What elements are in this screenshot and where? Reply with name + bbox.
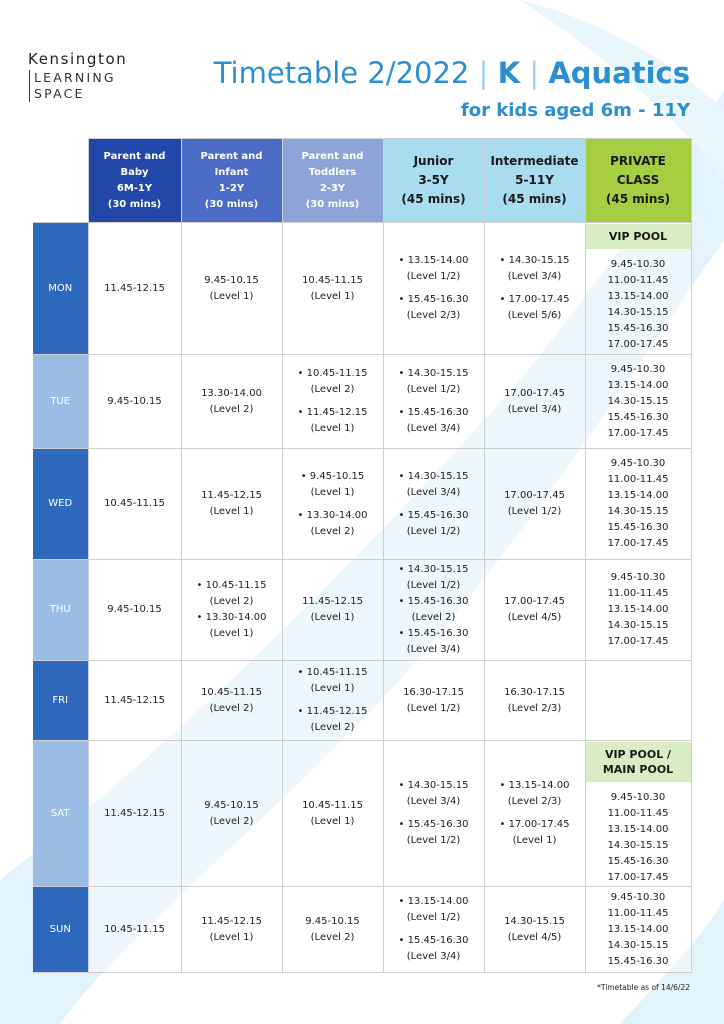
private-time: 11.00-11.45 [607, 907, 669, 919]
class-cell-line: 11.45-12.15 [104, 282, 165, 294]
class-cell-line: • 10.45-11.15 [297, 368, 368, 379]
class-cell [181, 560, 282, 661]
class-cell-line: (Level 1) [310, 815, 355, 827]
class-cell-line: (Level 2) [209, 403, 254, 415]
title-part-2: K [497, 56, 521, 90]
class-cell-line: (Level 1/2) [406, 835, 461, 846]
class-cell-line: • 15.45-16.30 [398, 294, 469, 305]
class-cell-line: (Level 3/4) [406, 423, 461, 434]
class-cell-line: (Level 1/2) [406, 580, 461, 591]
column-header-line: (45 mins) [605, 192, 671, 206]
private-class-cell [585, 741, 691, 887]
class-cell-line: • 10.45-11.15 [297, 667, 368, 678]
private-class-cell [585, 887, 691, 973]
class-cell-line: • 9.45-10.15 [300, 470, 365, 482]
class-cell [282, 661, 383, 741]
class-cell-line: (Level 2) [209, 596, 254, 607]
class-cell-line: 10.45-11.15 [302, 274, 363, 286]
class-cell [383, 741, 484, 887]
private-time: 11.00-11.45 [607, 474, 669, 485]
class-cell-line: (Level 2) [411, 612, 456, 623]
class-cell [88, 741, 181, 887]
class-cell [282, 741, 383, 887]
table-row [33, 741, 691, 887]
class-cell [88, 887, 181, 973]
class-cell-line: (Level 2) [310, 931, 355, 943]
class-cell [484, 223, 585, 355]
table-row [33, 560, 691, 661]
class-cell [181, 449, 282, 560]
class-cell [181, 355, 282, 449]
class-cell [282, 560, 383, 661]
private-time: 15.45-16.30 [607, 411, 669, 423]
class-cell-line: 11.45-12.15 [302, 596, 363, 607]
column-header-line: (45 mins) [401, 192, 466, 206]
class-cell-line: (Level 3/4) [406, 644, 461, 655]
logo-line-2: LEARNING [34, 70, 116, 85]
private-time: 13.15-14.00 [607, 823, 669, 835]
class-cell [484, 560, 585, 661]
column-header [282, 139, 383, 223]
class-cell-line: 9.45-10.15 [204, 274, 259, 286]
class-cell-line: • 13.15-14.00 [499, 780, 570, 791]
corner-cell [33, 139, 88, 223]
class-cell-line: 16.30-17.15 [403, 686, 464, 698]
class-cell-line: • 15.45-16.30 [398, 509, 469, 521]
class-cell [282, 223, 383, 355]
class-cell-line: (Level 2) [310, 525, 355, 537]
class-cell-line: (Level 3/4) [507, 403, 562, 415]
class-cell [88, 449, 181, 560]
column-header-line: 1-2Y [218, 182, 245, 194]
class-cell-line: (Level 1/2) [406, 702, 461, 714]
class-cell-line: (Level 2) [310, 384, 355, 395]
class-cell [282, 887, 383, 973]
class-cell-line: 9.45-10.15 [204, 799, 259, 811]
class-cell [88, 560, 181, 661]
private-time: 15.45-16.30 [607, 522, 669, 533]
class-cell-line: (Level 1) [310, 683, 355, 694]
day-label: SAT [33, 741, 88, 887]
class-cell-line: (Level 1/2) [406, 912, 461, 923]
table-row [33, 661, 691, 741]
class-cell-line: (Level 1) [310, 486, 355, 498]
class-cell [88, 223, 181, 355]
class-cell-line: 16.30-17.15 [504, 686, 565, 698]
class-cell-line: (Level 2/3) [507, 702, 562, 714]
class-cell-line: (Level 1/2) [507, 506, 562, 517]
column-header-line: Parent and [200, 150, 263, 162]
private-time: 17.00-17.45 [607, 427, 669, 439]
column-header-line: (45 mins) [502, 192, 567, 206]
class-cell-line: (Level 2/3) [507, 796, 562, 807]
page-subtitle: for kids aged 6m - 11Y [460, 100, 690, 121]
class-cell-line: • 15.45-16.30 [398, 628, 469, 639]
class-cell-line: • 15.45-16.30 [398, 819, 469, 830]
logo-line-1: Kensington [28, 50, 128, 68]
class-cell-line: • 17.00-17.45 [499, 294, 570, 305]
column-header [181, 139, 282, 223]
private-time: 9.45-10.30 [610, 458, 666, 469]
title-separator: | [478, 56, 489, 90]
class-cell-line: (Level 3/4) [406, 951, 461, 962]
class-cell-line: (Level 3/4) [406, 486, 461, 498]
class-cell-line: 10.45-11.15 [201, 686, 262, 698]
private-time: 15.45-16.30 [607, 955, 669, 967]
class-cell-line: 13.30-14.00 [201, 387, 262, 399]
day-label: SUN [33, 887, 88, 973]
class-cell-line: (Level 2) [209, 815, 254, 827]
class-cell-line: • 14.30-15.15 [398, 564, 469, 575]
class-cell-line: (Level 1) [310, 290, 355, 302]
column-header [585, 139, 691, 223]
class-cell-line: 9.45-10.15 [107, 395, 162, 407]
class-cell [484, 449, 585, 560]
class-cell-line: 11.45-12.15 [104, 694, 165, 706]
class-cell [484, 887, 585, 973]
private-class-cell [585, 449, 691, 560]
column-header [484, 139, 585, 223]
class-cell [181, 741, 282, 887]
column-header-line: Junior [413, 154, 454, 168]
class-cell [383, 223, 484, 355]
class-cell-line: • 13.30-14.00 [196, 612, 267, 623]
column-header-line: PRIVATE [610, 154, 666, 168]
class-cell-line: (Level 1/2) [406, 384, 461, 395]
private-time: 11.00-11.45 [607, 807, 669, 819]
class-cell-line: • 13.15-14.00 [398, 896, 469, 907]
vip-pool-label: VIP POOL [586, 224, 691, 249]
private-time: 9.45-10.30 [610, 891, 666, 903]
private-class-cell [585, 355, 691, 449]
column-header-line: Infant [214, 166, 249, 178]
class-cell-line: 9.45-10.15 [107, 604, 162, 615]
class-cell [181, 223, 282, 355]
title-part-1: Timetable 2/2022 [213, 56, 470, 90]
column-header-line: Toddlers [308, 166, 357, 178]
class-cell-line: • 14.30-15.15 [398, 470, 469, 482]
class-cell-line: (Level 3/4) [507, 271, 562, 282]
class-cell-line: (Level 1) [209, 931, 254, 943]
private-time: 11.00-11.45 [607, 275, 669, 286]
day-label: FRI [33, 661, 88, 741]
class-cell [484, 741, 585, 887]
class-cell-line: 10.45-11.15 [104, 923, 165, 935]
class-cell-line: (Level 1) [310, 423, 355, 434]
class-cell-line: 10.45-11.15 [104, 498, 165, 509]
class-cell-line: 10.45-11.15 [302, 799, 363, 811]
class-cell-line: • 10.45-11.15 [196, 580, 267, 591]
private-time: 17.00-17.45 [607, 339, 669, 350]
private-class-cell [585, 661, 691, 741]
class-cell-line: (Level 1) [209, 628, 254, 639]
private-time: 14.30-15.15 [607, 307, 669, 318]
table-row [33, 887, 691, 973]
day-label: THU [33, 560, 88, 661]
class-cell [383, 449, 484, 560]
class-cell-line: • 15.45-16.30 [398, 596, 469, 607]
column-header-line: 6M-1Y [116, 182, 153, 194]
day-label: WED [33, 449, 88, 560]
column-header [383, 139, 484, 223]
day-label: MON [33, 223, 88, 355]
private-class-cell [585, 560, 691, 661]
private-class-cell [585, 223, 691, 355]
private-time: 14.30-15.15 [607, 939, 669, 951]
class-cell-line: • 15.45-16.30 [398, 935, 469, 946]
column-header-line: Parent and [103, 150, 166, 162]
class-cell-line: (Level 3/4) [406, 796, 461, 807]
class-cell-line: (Level 1/2) [406, 525, 461, 537]
private-time: 17.00-17.45 [607, 636, 669, 647]
class-cell-line: (Level 1) [310, 612, 355, 623]
class-cell [282, 355, 383, 449]
class-cell [181, 661, 282, 741]
column-header-line: (30 mins) [305, 198, 360, 210]
brand-logo [28, 50, 127, 102]
day-label: TUE [33, 355, 88, 449]
private-time: 17.00-17.45 [607, 538, 669, 549]
class-cell-line: (Level 4/5) [507, 612, 562, 623]
private-time: 13.15-14.00 [607, 604, 669, 615]
class-cell-line: (Level 2/3) [406, 310, 461, 321]
table-row [33, 223, 691, 355]
class-cell-line: 14.30-15.15 [504, 915, 565, 927]
column-header-line: Parent and [301, 150, 364, 162]
private-time: 9.45-10.30 [610, 259, 666, 270]
private-time: 11.00-11.45 [607, 588, 669, 599]
private-time: 9.45-10.30 [610, 572, 666, 583]
class-cell-line: 11.45-12.15 [201, 490, 262, 501]
class-cell [181, 887, 282, 973]
class-cell-line: (Level 1) [209, 506, 254, 517]
vip-main-pool-label [586, 742, 691, 782]
class-cell-line: (Level 2) [310, 722, 355, 733]
private-time: 13.15-14.00 [607, 923, 669, 935]
class-cell-line: • 13.15-14.00 [398, 255, 469, 266]
class-cell-line: • 11.45-12.15 [297, 706, 368, 717]
class-cell-line: • 14.30-15.15 [499, 255, 570, 266]
private-time: 13.15-14.00 [607, 490, 669, 501]
title-part-3: Aquatics [548, 56, 690, 90]
class-cell [88, 661, 181, 741]
column-header-line: 2-3Y [319, 182, 346, 194]
private-time: 15.45-16.30 [607, 855, 669, 867]
class-cell-line: • 14.30-15.15 [398, 780, 469, 791]
class-cell-line: (Level 1/2) [406, 271, 461, 282]
class-cell-line: 17.00-17.45 [504, 387, 565, 399]
page-title [214, 56, 690, 90]
class-cell [88, 355, 181, 449]
private-time: 9.45-10.30 [610, 363, 666, 375]
table-row [33, 449, 691, 560]
class-cell-line: 11.45-12.15 [104, 807, 165, 819]
column-header-line: CLASS [616, 173, 660, 187]
class-cell-line: (Level 1) [209, 290, 254, 302]
class-cell-line: • 11.45-12.15 [297, 407, 368, 418]
footnote: *Timetable as of 14/6/22 [597, 983, 690, 992]
logo-line-3: SPACE [34, 86, 85, 101]
class-cell [282, 449, 383, 560]
private-time: 13.15-14.00 [607, 379, 669, 391]
class-cell-line: (Level 2) [209, 702, 254, 714]
class-cell-line: 17.00-17.45 [504, 596, 565, 607]
vip-main-pool-label-line: VIP POOL / [604, 747, 672, 761]
class-cell-line: 9.45-10.15 [305, 915, 360, 927]
class-cell-line: 11.45-12.15 [201, 915, 262, 927]
private-time: 13.15-14.00 [607, 291, 669, 302]
class-cell [484, 355, 585, 449]
table-row [33, 355, 691, 449]
private-time: 14.30-15.15 [607, 839, 669, 851]
class-cell-line: • 17.00-17.45 [499, 819, 570, 830]
private-time: 14.30-15.15 [607, 620, 669, 631]
column-header-line: (30 mins) [204, 198, 259, 210]
private-time: 14.30-15.15 [607, 506, 669, 517]
class-cell-line: • 14.30-15.15 [398, 368, 469, 379]
vip-main-pool-label-line: MAIN POOL [602, 762, 674, 776]
class-cell-line: • 15.45-16.30 [398, 407, 469, 418]
column-header-line: 5-11Y [515, 173, 554, 187]
class-cell-line: (Level 1) [512, 835, 557, 846]
private-time: 14.30-15.15 [607, 395, 669, 407]
private-time: 15.45-16.30 [607, 323, 669, 334]
class-cell-line: • 13.30-14.00 [297, 509, 368, 521]
title-separator: | [529, 56, 540, 90]
class-cell-line: 17.00-17.45 [504, 490, 565, 501]
class-cell-line: (Level 5/6) [507, 310, 562, 321]
class-cell [383, 560, 484, 661]
private-time: 9.45-10.30 [610, 791, 666, 803]
column-header-line: Intermediate [490, 154, 579, 168]
column-header-line: 3-5Y [418, 173, 449, 187]
class-cell [383, 661, 484, 741]
column-header [88, 139, 181, 223]
column-header-line: Baby [120, 166, 149, 178]
column-header-line: (30 mins) [107, 198, 162, 210]
class-cell [383, 355, 484, 449]
class-cell-line: (Level 4/5) [507, 931, 562, 943]
class-cell [383, 887, 484, 973]
private-time: 17.00-17.45 [607, 871, 669, 883]
timetable [33, 138, 692, 973]
class-cell [484, 661, 585, 741]
